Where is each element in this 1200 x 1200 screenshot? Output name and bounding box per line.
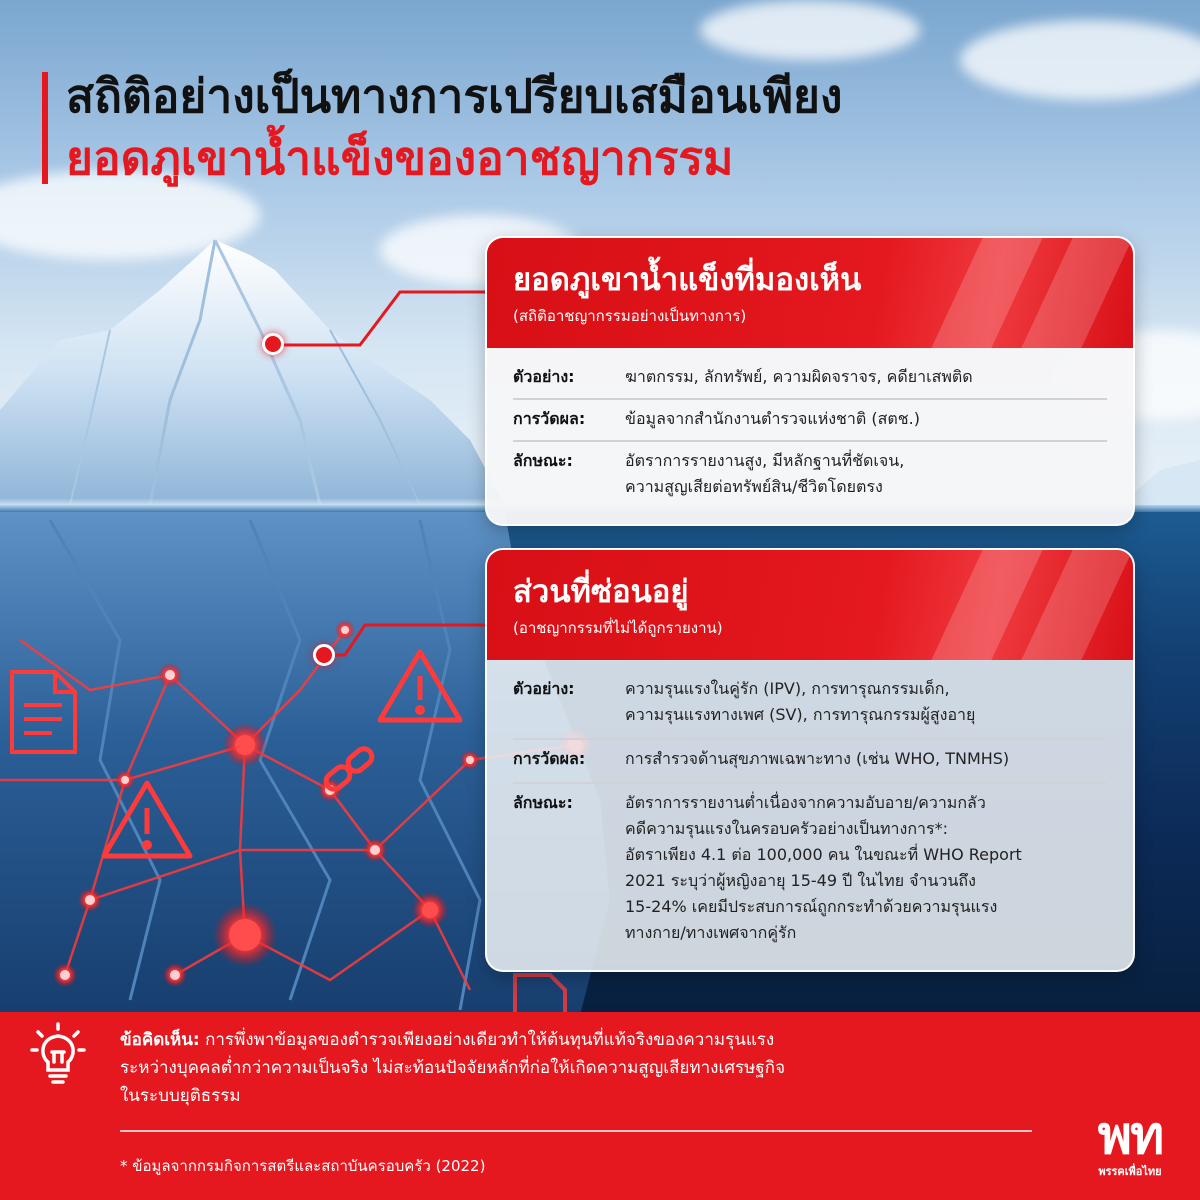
row-label: การวัดผล: [513,749,586,768]
title-accent-bar [42,72,48,184]
row-value-group [625,676,975,728]
hidden-marker-dot [313,644,335,666]
logo-name: พรรคเพื่อไทย [1098,1165,1162,1178]
page-title-line-2: ยอดภูเขาน้ำแข็งของอาชญากรรม [66,131,734,185]
row-value: ข้อมูลจากสำนักงานตำรวจแห่งชาติ (สตช.) [625,409,920,428]
row-value-line: อัตราเพียง 4.1 ต่อ 100,000 คน ในขณะที่ WHO Report [625,845,1022,864]
row-value-line: ความรุนแรงในคู่รัก (IPV), การทารุณกรรมเด็ก, [625,679,950,698]
row-value-line: อัตราการรายงานต่ำเนื่องจากความอับอาย/ความกลัว [625,793,986,812]
row-value-line: ทางกาย/ทางเพศจากคู่รัก [625,923,797,942]
row-value-group [625,448,904,500]
insight-line-3: ในระบบยุติธรรม [120,1086,241,1106]
tip-marker-dot [262,333,284,355]
row-value-line: 15-24% เคยมีประสบการณ์ถูกกระทำด้วยความรุนแรง [625,897,998,916]
visible-tip-card [485,236,1135,526]
footer-divider [120,1130,1032,1132]
row-label: ลักษณะ: [513,451,573,470]
row-value-line: ความสูญเสียต่อทรัพย์สิน/ชีวิตโดยตรง [625,477,883,496]
footnote: * ข้อมูลจากกรมกิจการสตรีและสถาบันครอบครัว (2022) [120,1157,486,1175]
hidden-part-subheading: (อาชญากรรมที่ไม่ได้ถูกรายงาน) [513,619,723,637]
hidden-part-rows [487,660,1133,956]
visible-tip-rows [487,348,1133,508]
row-characteristics [487,784,1133,956]
lightbulb-icon [30,1022,86,1088]
row-examples [487,358,1133,398]
row-label: ตัวอย่าง: [513,679,575,698]
row-value-line: คดีความรุนแรงในครอบครัวอย่างเป็นทางการ*: [625,819,948,838]
row-label: ตัวอย่าง: [513,367,575,386]
row-value-line: อัตราการรายงานสูง, มีหลักฐานที่ชัดเจน, [625,451,905,470]
row-characteristics [487,442,1133,508]
hidden-part-header [487,550,1133,660]
visible-tip-heading: ยอดภูเขาน้ำแข็งที่มองเห็น [513,262,862,298]
insight-line-1 [120,1026,1060,1054]
row-examples [487,670,1133,738]
visible-tip-subheading: (สถิติอาชญากรรมอย่างเป็นทางการ) [513,307,747,325]
row-label: การวัดผล: [513,409,586,428]
hidden-part-card [485,548,1135,972]
row-value-line: ความรุนแรงทางเพศ (SV), การทารุณกรรมผู้สูงอายุ [625,705,976,724]
row-measurement [487,740,1133,782]
insight-text [120,1026,1060,1110]
logo-mark: พท [1097,1105,1163,1166]
row-measurement [487,400,1133,440]
row-value-group [625,790,1022,946]
visible-tip-header [487,238,1133,348]
row-value: ฆาตกรรม, ลักทรัพย์, ความผิดจราจร, คดียาเสพติด [625,367,973,386]
party-logo [1074,1105,1186,1180]
row-value: การสำรวจด้านสุขภาพเฉพาะทาง (เช่น WHO, TNMHS) [625,749,1010,768]
insight-label: ข้อคิดเห็น: [120,1030,200,1050]
page-title-line-1: สถิติอย่างเป็นทางการเปรียบเสมือนเพียง [66,69,843,123]
row-value-line: 2021 ระบุว่าผู้หญิงอายุ 15-49 ปี ในไทย จำนวนถึง [625,871,976,890]
insight-line-2: ระหว่างบุคคลต่ำกว่าความเป็นจริง ไม่สะท้อนปัจจัยหลักที่ก่อให้เกิดความสูญเสียทางเศรษฐกิจ [120,1058,786,1078]
row-label: ลักษณะ: [513,793,573,812]
insight-body-1: การพึ่งพาข้อมูลของตำรวจเพียงอย่างเดียวทำให้ต้นทุนที่แท้จริงของความรุนแรง [205,1030,775,1050]
hidden-part-heading: ส่วนที่ซ่อนอยู่ [513,574,689,610]
